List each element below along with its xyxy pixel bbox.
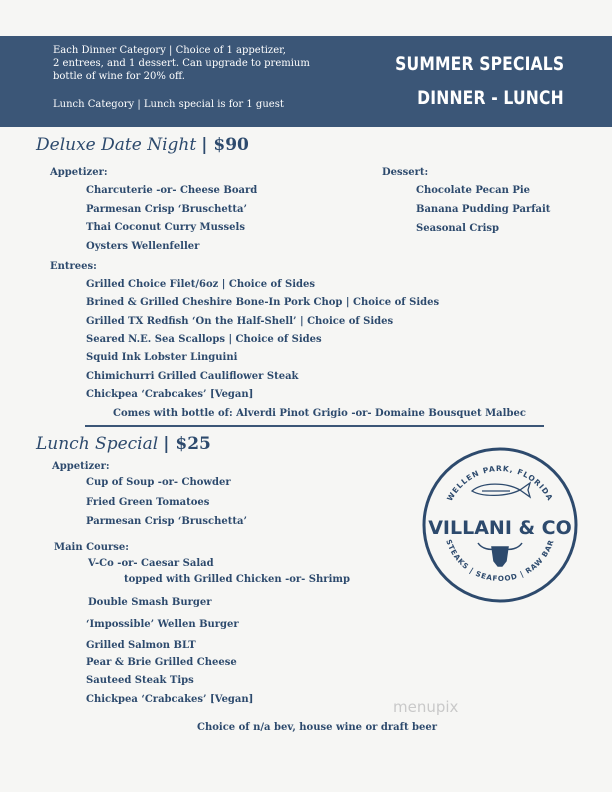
lunch-main-item: Pear & Brie Grilled Cheese: [86, 657, 237, 668]
lunch-appetizer-item: Parmesan Crisp ‘Bruschetta’: [86, 516, 247, 527]
dinner-entree-item: Chickpea ‘Crabcakes’ [Vegan]: [86, 389, 254, 400]
section-divider: [85, 425, 544, 427]
bull-head-icon: [478, 543, 522, 566]
dinner-dessert-item: Seasonal Crisp: [416, 223, 500, 234]
dinner-dessert-item: Banana Pudding Parfait: [416, 204, 551, 215]
dinner-dessert-label: Dessert:: [382, 167, 429, 178]
dinner-entree-item: Seared N.E. Sea Scallops | Choice of Sides: [86, 334, 322, 345]
lunch-main-item: V-Co -or- Caesar Salad: [88, 558, 214, 569]
header-info-line-2: 2 entrees, and 1 dessert. Can upgrade to premium: [53, 58, 310, 69]
lunch-main-item: Sauteed Steak Tips: [86, 675, 194, 686]
logo-top-arc-text: WELLEN PARK, FLORIDA: [445, 463, 555, 503]
dinner-appetizer-label: Appetizer:: [50, 167, 108, 178]
fish-icon: [472, 483, 530, 497]
dinner-entree-item: Chimichurri Grilled Cauliflower Steak: [86, 371, 299, 382]
dinner-entree-item: Grilled TX Redfish ‘On the Half-Shell’ | Choice of Sides: [86, 316, 394, 327]
dinner-appetizer-item: Parmesan Crisp ‘Bruschetta’: [86, 204, 247, 215]
dinner-entree-item: Brined & Grilled Cheshire Bone-In Pork Chop | Choice of Sides: [86, 297, 440, 308]
lunch-price: | $25: [163, 434, 211, 454]
dinner-appetizer-item: Oysters Wellenfeller: [86, 241, 200, 252]
lunch-main-item: Chickpea ‘Crabcakes’ [Vegan]: [86, 694, 254, 705]
lunch-title: Lunch Special: [36, 434, 159, 454]
logo-bottom-arc-text: STEAKS | SEAFOOD | RAW BAR: [444, 538, 556, 584]
villani-logo: [420, 445, 580, 605]
lunch-appetizer-item: Fried Green Tomatoes: [86, 497, 210, 508]
header-info-line-3: bottle of wine for 20% off.: [53, 71, 185, 82]
dinner-appetizer-item: Thai Coconut Curry Mussels: [86, 222, 245, 233]
lunch-main-item: Double Smash Burger: [88, 597, 212, 608]
dinner-dessert-item: Chocolate Pecan Pie: [416, 185, 531, 196]
dinner-heading: [36, 135, 249, 155]
header-band: [0, 36, 612, 127]
dinner-entree-item: Squid Ink Lobster Linguini: [86, 352, 238, 363]
header-info-line-1: Each Dinner Category | Choice of 1 appetizer,: [53, 45, 286, 56]
logo-brand-name: VILLANI & CO: [428, 517, 572, 539]
lunch-main-subitem: topped with Grilled Chicken -or- Shrimp: [124, 574, 350, 585]
header-title-dinner-lunch: DINNER - LUNCH: [417, 87, 564, 109]
lunch-appetizer-item: Cup of Soup -or- Chowder: [86, 477, 231, 488]
lunch-main-label: Main Course:: [54, 542, 129, 553]
dinner-appetizer-item: Charcuterie -or- Cheese Board: [86, 185, 258, 196]
watermark: menupix: [393, 698, 459, 716]
dinner-title: Deluxe Date Night: [36, 135, 197, 155]
header-title-summer-specials: SUMMER SPECIALS: [394, 53, 564, 75]
lunch-main-item: ‘Impossible’ Wellen Burger: [86, 619, 239, 630]
lunch-bev-note: Choice of n/a bev, house wine or draft beer: [197, 722, 438, 733]
lunch-heading: [36, 434, 211, 454]
lunch-appetizer-label: Appetizer:: [52, 461, 110, 472]
dinner-wine-note: Comes with bottle of: Alverdi Pinot Grigio -or- Domaine Bousquet Malbec: [113, 408, 526, 419]
lunch-main-item: Grilled Salmon BLT: [86, 640, 196, 651]
header-lunch-info: Lunch Category | Lunch special is for 1 guest: [53, 99, 284, 110]
dinner-entree-item: Grilled Choice Filet/6oz | Choice of Sides: [86, 279, 315, 290]
dinner-entrees-label: Entrees:: [50, 261, 97, 272]
dinner-price: | $90: [201, 135, 249, 155]
